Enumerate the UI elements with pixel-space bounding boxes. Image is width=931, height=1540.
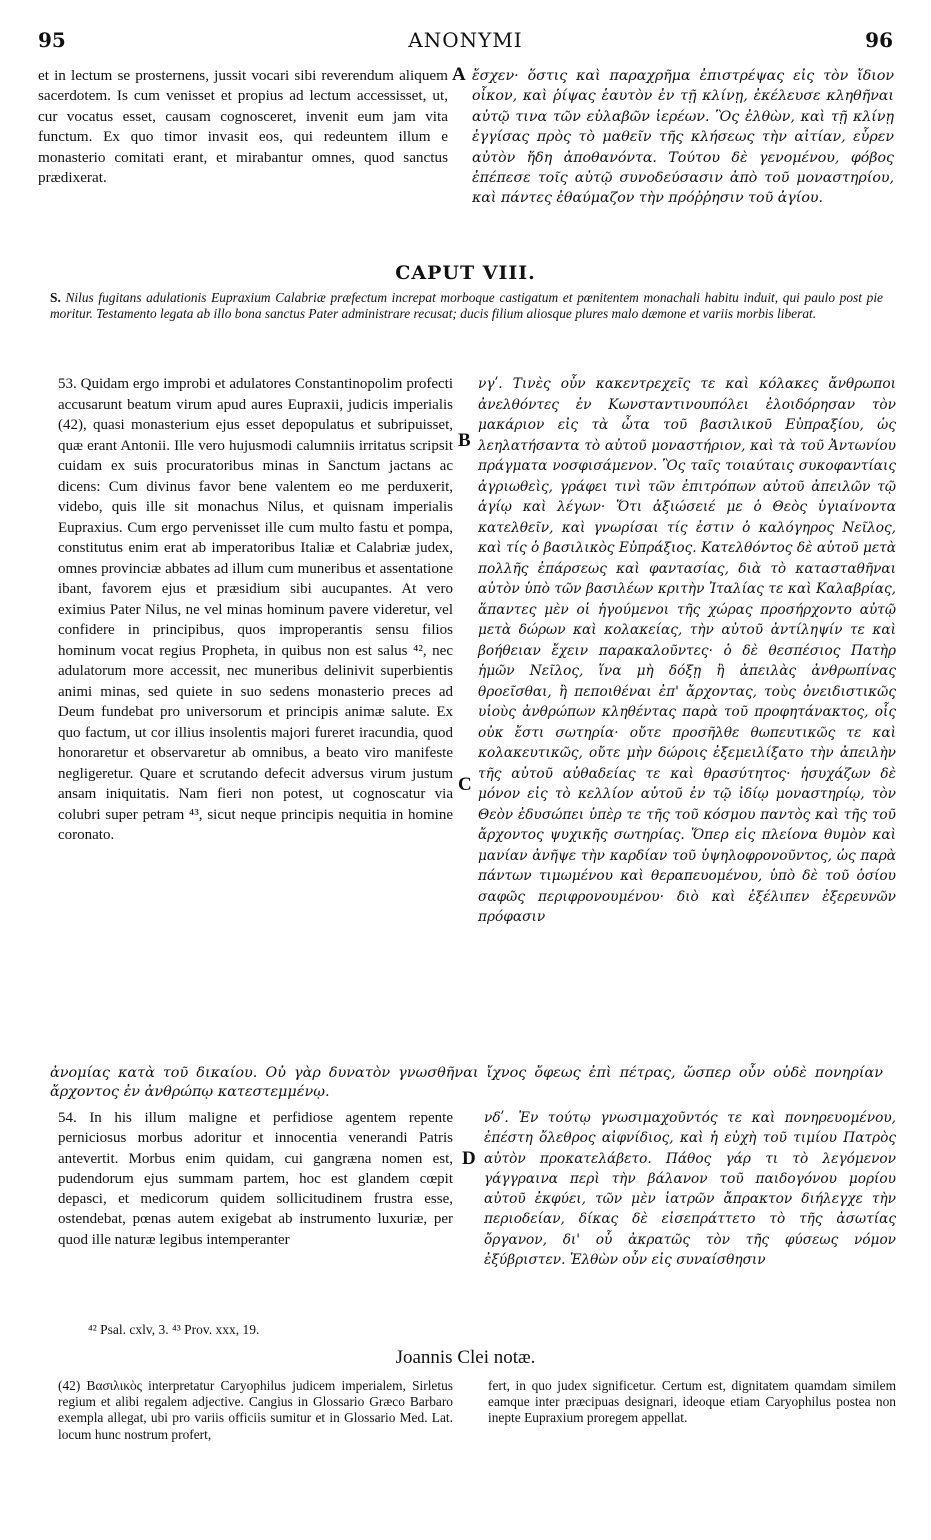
notes-heading: Joannis Clei notæ. [395, 1347, 536, 1368]
running-title: ANONYMI [408, 28, 523, 52]
sec54-latin-text: 54. In his illum maligne et perfidiose agentem repente perniciosus morbus adoritur et innocentia venerandi Patris antevertit. Morbus enim quidam, cui gangræna nomen est, pudendorum ejus summam partem, hoc est glandem cœpit depasci, et medicorum quidem sollicitudinem frustra esse, ostendebat, pœnas autem exigebat ab instrumento luxuriæ, per quod ille naturæ legibus intemperanter [58, 1110, 453, 1248]
margin-letter-a: A [452, 64, 466, 85]
sec53-greek-column [478, 374, 896, 928]
chapter-summary [50, 290, 883, 322]
running-header [38, 28, 893, 58]
scripture-footnotes: ⁴² Psal. cxlv, 3. ⁴³ Prov. xxx, 19. [88, 1322, 260, 1337]
notes-right-column [488, 1378, 896, 1427]
sec54-greek-text: νδʹ. Ἐν τούτῳ γνωσιμαχοῦντός τε καὶ πονηρευομένου, ἐπέστη ὄλεθρος αἰφνίδιος, καὶ ἡ εὐχὴ τοῦ τιμίου Πατρὸς αὐτὸν προκατελάβετο. Πάθος γάρ τι τὸ λεγόμενον γάγγραινα περὶ τὴν βάλανον τοῦ παιδογόνου μορίου αὐτοῦ ἐκφύει, τῶν μὲν ἰατρῶν ἄπρακτον διήλεγχε τὴν περιοδείαν, δίκας δὲ εἰσεπράττετο τὸ τῆς ἀσωτίας ὄργανον, δι' οὗ ἀκρατῶς τὸν τῆς φύσεως νόμον ἐξύβριστεν. Ἐλθὼν οὖν εἰς συναίσθησιν [484, 1110, 896, 1269]
full-width-greek-line: ἀνομίας κατὰ τοῦ δικαίου. Οὐ γὰρ δυνατὸν γνωσθῆναι ἴχνος ὄφεως ἐπὶ πέτρας, ὥσπερ οὖν οὐδὲ πονηρίαν ἄρχοντος ἐν ἀνθρώπῳ κατεστεμμένῳ. [50, 1065, 883, 1100]
notes-left-text: (42) Βασιλικὸς interpretatur Caryophilus judicem imperialem, Sirletus regium et alibi regalem adjective. Cangius in Glossario Græco Barbaro exempla allegat, ubi pro variis officiis sumitur et in Glossario Med. Lat. locum hunc nostrum profert, [58, 1378, 453, 1442]
sec54-latin-column [58, 1108, 453, 1250]
sec54-greek-column [484, 1108, 896, 1270]
margin-letter-c: C [458, 774, 472, 795]
top-latin-text: et in lectum se prosternens, jussit vocari sibi reverendum aliquem sacerdotem. Is cum venisset et propius ad lectum accessisset, ut, cur vocatus esset, causam cognosceret, invenit eum jam vita functum. Ex quo timor invasit eos, qui redeuntem illum e monasterio comitati erant, et mirabantur omnes, quod sanctus prædixerat. [38, 67, 448, 187]
sec53-latin-column [58, 374, 453, 846]
page-number-left: 95 [38, 28, 66, 52]
page-number-right: 96 [865, 28, 893, 52]
notes-left-column [58, 1378, 453, 1443]
top-latin-column [38, 66, 448, 188]
sec53-greek-text: νγʹ. Τινὲς οὖν κακεντρεχεῖς τε καὶ κόλακες ἄνθρωποι ἀνελθόντες ἐν Κωνσταντινουπόλει ἐλοιδόρησαν τὸν μακάριον εἰς τὰ ὦτα τοῦ βασιλικοῦ Εὐπραξίου, ὡς λεηλατήσαντα τὸ αὐτοῦ μοναστήριον, καὶ τὰ τοῦ Ἀντωνίου πράγματα νοσφισάμενον. Ὃς ταῖς τοιαύταις συκοφαντίαις ἀγριωθεὶς, γράφει τινὶ τῶν ἐπιτρόπων αὐτοῦ ἀπειλῶν τῷ ἁγίῳ καὶ λέγων· Ὅτι ἀξιώσειέ με ὁ Θεὸς ὑγιαίνοντα κατελθεῖν, καὶ γνωρίσαι τίς ἐστιν ὁ καλόγηρος Νεῖλος, καὶ τίς ὁ βασιλικὸς Εὐπράξιος. Κατελθόντος δὲ αὐτοῦ μετὰ πολλῆς ἐπάρσεως καὶ φαντασίας, διὰ τὸ κατασταθῆναι αὐτὸν ὑπὸ τῶν βασιλέων κριτὴν Ἰταλίας τε καὶ Καλαβρίας, ἅπαντες μὲν οἱ ἡγούμενοι τῆς χώρας προσήρχοντο αὐτῷ μετὰ δώρων καὶ κολακείας, τὴν αὐτοῦ ἀντίληψίν τε καὶ βοήθειαν ἔχειν παρακαλοῦντες· ὁ δὲ θεσπέσιος Πατὴρ ἡμῶν Νεῖλος, ἵνα μὴ δόξῃ ἢ ἀπειλὰς ἀνθρωπίνας θροεῖσθαι, ἢ πεποιθέναι ἐπ' ἄρχοντας, τοὺς ὀνειδιστικῶς υἱοὺς ἀνθρώπων κληθέντας παρὰ τοῦ προφητάνακτος, οἷς οὐκ ἔστι σωτηρία· οὔτε προσῆλθε θωπευτικῶς τε καὶ κολακευτικῶς, οὔτε μὴν δώροις ἐξεμειλίξατο τὴν ἀπειλὴν τῆς αὐτοῦ αὐθαδείας τε καὶ θρασύτητος· ἡσυχάζων δὲ μόνον εἰς τὸ κελλίον αὐτοῦ ἐν τῷ ἰδίῳ μοναστηρίῳ, τὸν Θεὸν ἐδυσώπει ὑπὲρ τε τῆς τοῦ κόσμου παντὸς καὶ τῆς τοῦ ἄρχοντος ψυχικῆς σωτηρίας. Ὅπερ εἰς πλείονα θυμὸν καὶ μανίαν ἀνῆψε τὴν καρδίαν τοῦ ὑψηλοφρονοῦντος, ὡς παρὰ πάντων τιμωμένου καὶ θεραπευομένου, ὑπὸ δὲ τοῦ ὁσίου σαφῶς περιφρονουμένου· διὸ καὶ ἐξέλιπεν ἐξερευνῶν πρόφασιν [478, 376, 896, 926]
summary-text: Nilus fugitans adulationis Eupraxium Calabriæ præfectum increpat morboque castigatum et pœnitentem monachali habitu induit, qui paulo post pie moritur. Testamento legata ab illo bona sanctus Pater administrare recusat; ducis filium aliosque plures malo dæmone et variis morbis liberat. [50, 290, 883, 322]
summary-number: S. [50, 290, 61, 305]
sec53-latin-text: 53. Quidam ergo improbi et adulatores Constantinopolim profecti accusarunt beatum virum apud aures Eupraxii, judicis imperialis (42), quasi monasterium ejus esset depopulatus et subripuisset, quæ erant Antonii. Ille vero hujusmodi calumniis irritatus scripsit cuidam ex suis procuratoribus minas in Sanctum jactans ac dicens: Cum divinus favor bene valentem eo me perduxerit, videbo, quis ille sit monachus Nilus, et quisnam imperialis Eupraxius. Cum ergo pervenisset ille cum multo fastu et pompa, constitutus enim erat ab imperatoribus Italiæ et Calabriæ judex, omnes provinciæ abbates ad illum cum muneribus et assentatione ibant, favorem ejus et præsidium sibi aucupantes. At vero eximius Pater Nilus, ne vel minas hominum pavere videretur, vel confidere in principibus, quos improperantis sensu filios hominum vocat regius Propheta, in quibus non est salus ⁴², nec adulatorum more accessit, nec muneribus delinivit superbientis animi minas, sed quiete in suo sedens monasterio preces ad Deum fundebat pro universorum et principis animæ salute. Ex quo factum, ut cor illius insolentis majori fureret iracundia, quod honoraretur et observaretur ab omnibus, a beato viro manifeste negligeretur. Quare et scrutando defecit adversus virum justum ansam iniquitatis. Nam fieri non potest, ut cognoscatur via colubri super petram ⁴³, sicut neque principis nequitia in homine coronato. [58, 376, 453, 844]
top-greek-text: ἔσχεν· ὅστις καὶ παραχρῆμα ἐπιστρέψας εἰς τὸν ἴδιον οἶκον, καὶ ῥίψας ἑαυτὸν ἐν τῇ κλίνῃ, ἐκέλευσε κληθῆναι αὐτῷ τινα τῶν εὐλαβῶν ἱερέων. Ὃς ἐλθὼν, καὶ τῇ κλίνῃ ἐγγίσας πρὸς τὸ μαθεῖν τῆς κλήσεως τὴν αἰτίαν, εὗρεν αὐτὸν ἤδη ἀποθανόντα. Τούτου δὲ γενομένου, φόβος ἐπέπεσε τοῖς αὐτῷ συνοδεύσασιν ἀπὸ τοῦ μοναστηρίου, καὶ πάντες ἐθαύμαζον τὴν πρόῤῥησιν τοῦ ἁγίου. [472, 68, 894, 207]
margin-letter-d: D [462, 1148, 476, 1169]
chapter-heading: CAPUT VIII. [395, 262, 536, 284]
notes-right-text: fert, in quo judex significetur. Certum est, dignitatem quamdam similem eamque inter præcipuas designari, ideoque etiam Caryophilus postea non inepte Eupraxium proregem appellat. [488, 1378, 896, 1426]
margin-letter-b: B [458, 430, 471, 451]
top-greek-column [472, 66, 894, 209]
